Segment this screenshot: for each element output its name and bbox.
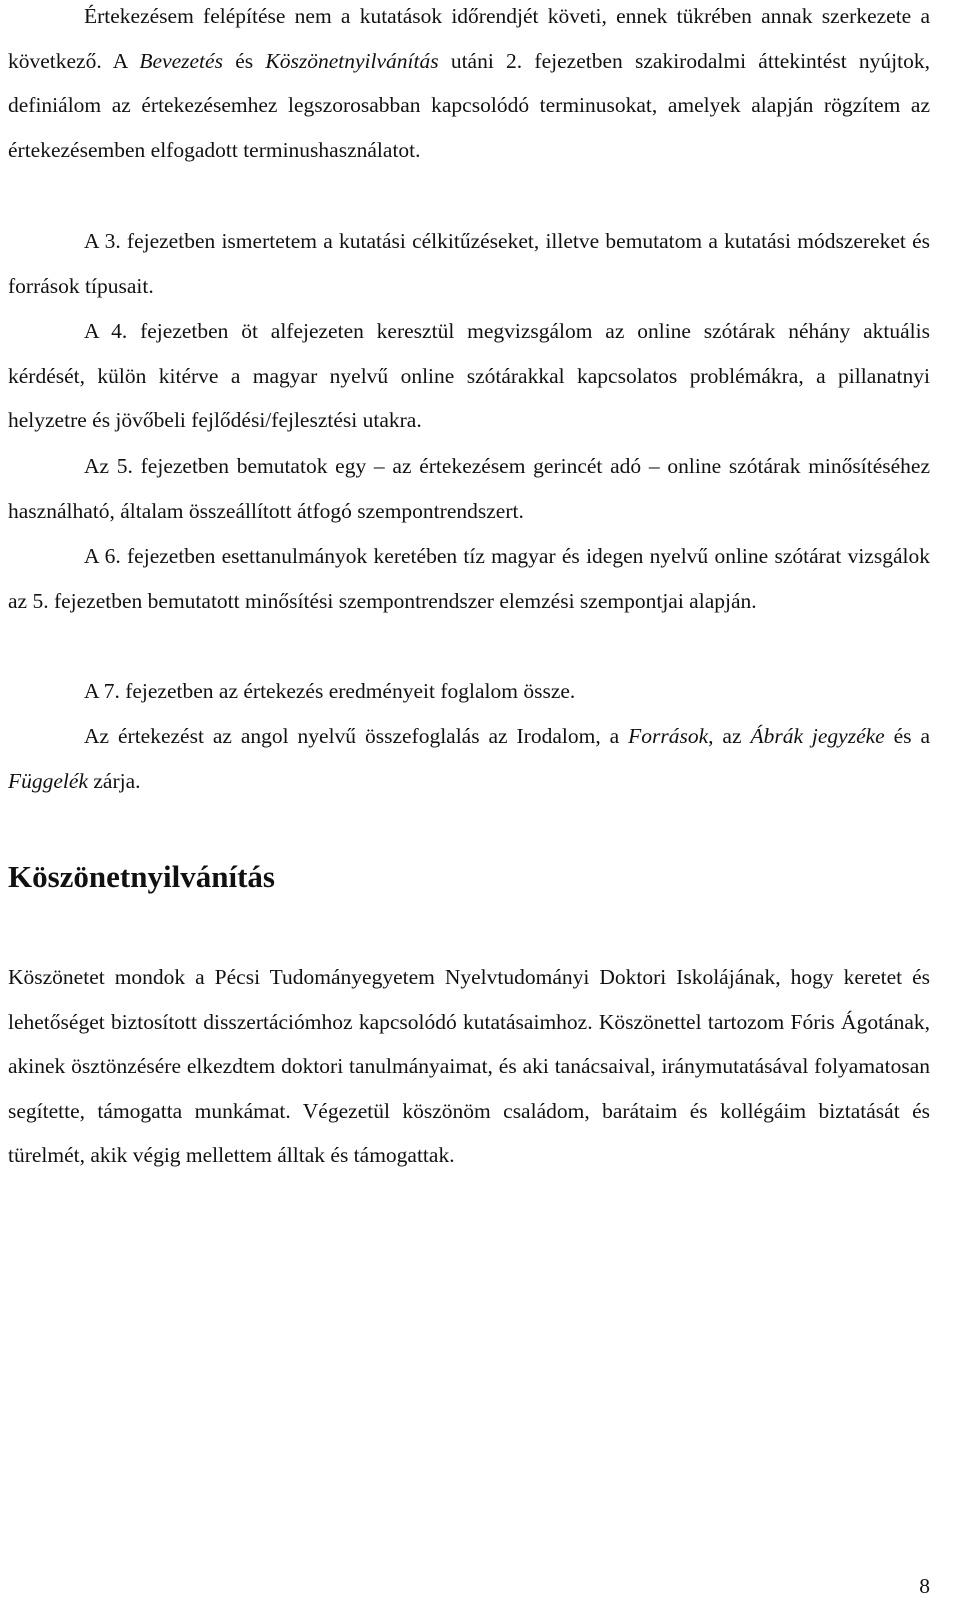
paragraph-text: zárja. — [88, 768, 141, 793]
paragraph-text: , az — [708, 724, 751, 748]
italic-term-fuggelek: Függelék — [8, 768, 88, 793]
paragraph-text: utáni 2. fejezetben szakirodalmi áttekintést nyújtok, definiálom az értekezésemhez legszorosabban kapcsolódó terminusokat, amelyek alapján rögzítem az értekezésemben elfogadott terminushasználatot. — [8, 48, 930, 162]
italic-term-koszonetnyilvanitas: Köszönetnyilvánítás — [265, 48, 439, 73]
paragraph-text: és — [222, 48, 266, 73]
italic-term-bevezetes: Bevezetés — [139, 48, 223, 73]
paragraph-structure-intro — [8, 0, 930, 172]
page-number: 8 — [919, 1574, 930, 1598]
paragraph-text: Értekezésem felépítése nem a kutatások időrendjét követi, ennek tükrében annak szerkezete a következő. A — [8, 4, 930, 73]
paragraph-chapter-7: A 7. fejezetben az értekezés eredményeit foglalom össze. — [84, 679, 576, 703]
paragraph-chapter-6: A 6. fejezetben esettanulmányok keretében tíz magyar és idegen nyelvű online szótárat vizsgálok az 5. fejezetben bemutatott minősítési szempontrendszer elemzési szempontjai alapján. — [8, 544, 930, 613]
italic-term-abrak-jegyzeke: Ábrák jegyzéke — [750, 724, 885, 748]
paragraph-chapter-5: Az 5. fejezetben bemutatok egy – az értekezésem gerincét adó – online szótárak minősítéséhez használható, általam összeállított átfogó szempontrendszert. — [8, 454, 930, 523]
acknowledgement-paragraph: Köszönetet mondok a Pécsi Tudományegyetem Nyelvtudományi Doktori Iskolájának, hogy keretet és lehetőséget biztosított disszertációmhoz kapcsolódó kutatásaimhoz. Köszönettel tartozom Fóris Ágotának, akinek ösztönzésére elkezdtem doktori tanulmányaimat, és aki tanácsaival, iránymutatásával folyamatosan segítette, támogatta munkámat. Végezetül köszönöm családom, barátaim és kollégáim biztatását és türelmét, akik végig mellettem álltak és támogattak. — [8, 965, 930, 1167]
paragraph-chapter-4: A 4. fejezetben öt alfejezeten keresztül megvizsgálom az online szótárak néhány aktuális kérdését, külön kitérve a magyar nyelvű online szótárakkal kapcsolatos problémákra, a pillanatnyi helyzetre és jövőbeli fejlődési/fejlesztési utakra. — [8, 319, 930, 432]
section-heading: Köszönetnyilvánítás — [8, 859, 275, 894]
paragraph-closing-sections — [8, 714, 930, 803]
paragraph-text: Az értekezést az angol nyelvű összefoglalás az Irodalom, a — [84, 724, 629, 748]
paragraph-text: és a — [884, 724, 930, 748]
italic-term-forrasok: Források — [628, 724, 709, 748]
paragraph-chapter-3: A 3. fejezetben ismertetem a kutatási célkitűzéseket, illetve bemutatom a kutatási módszereket és források típusait. — [8, 229, 930, 298]
